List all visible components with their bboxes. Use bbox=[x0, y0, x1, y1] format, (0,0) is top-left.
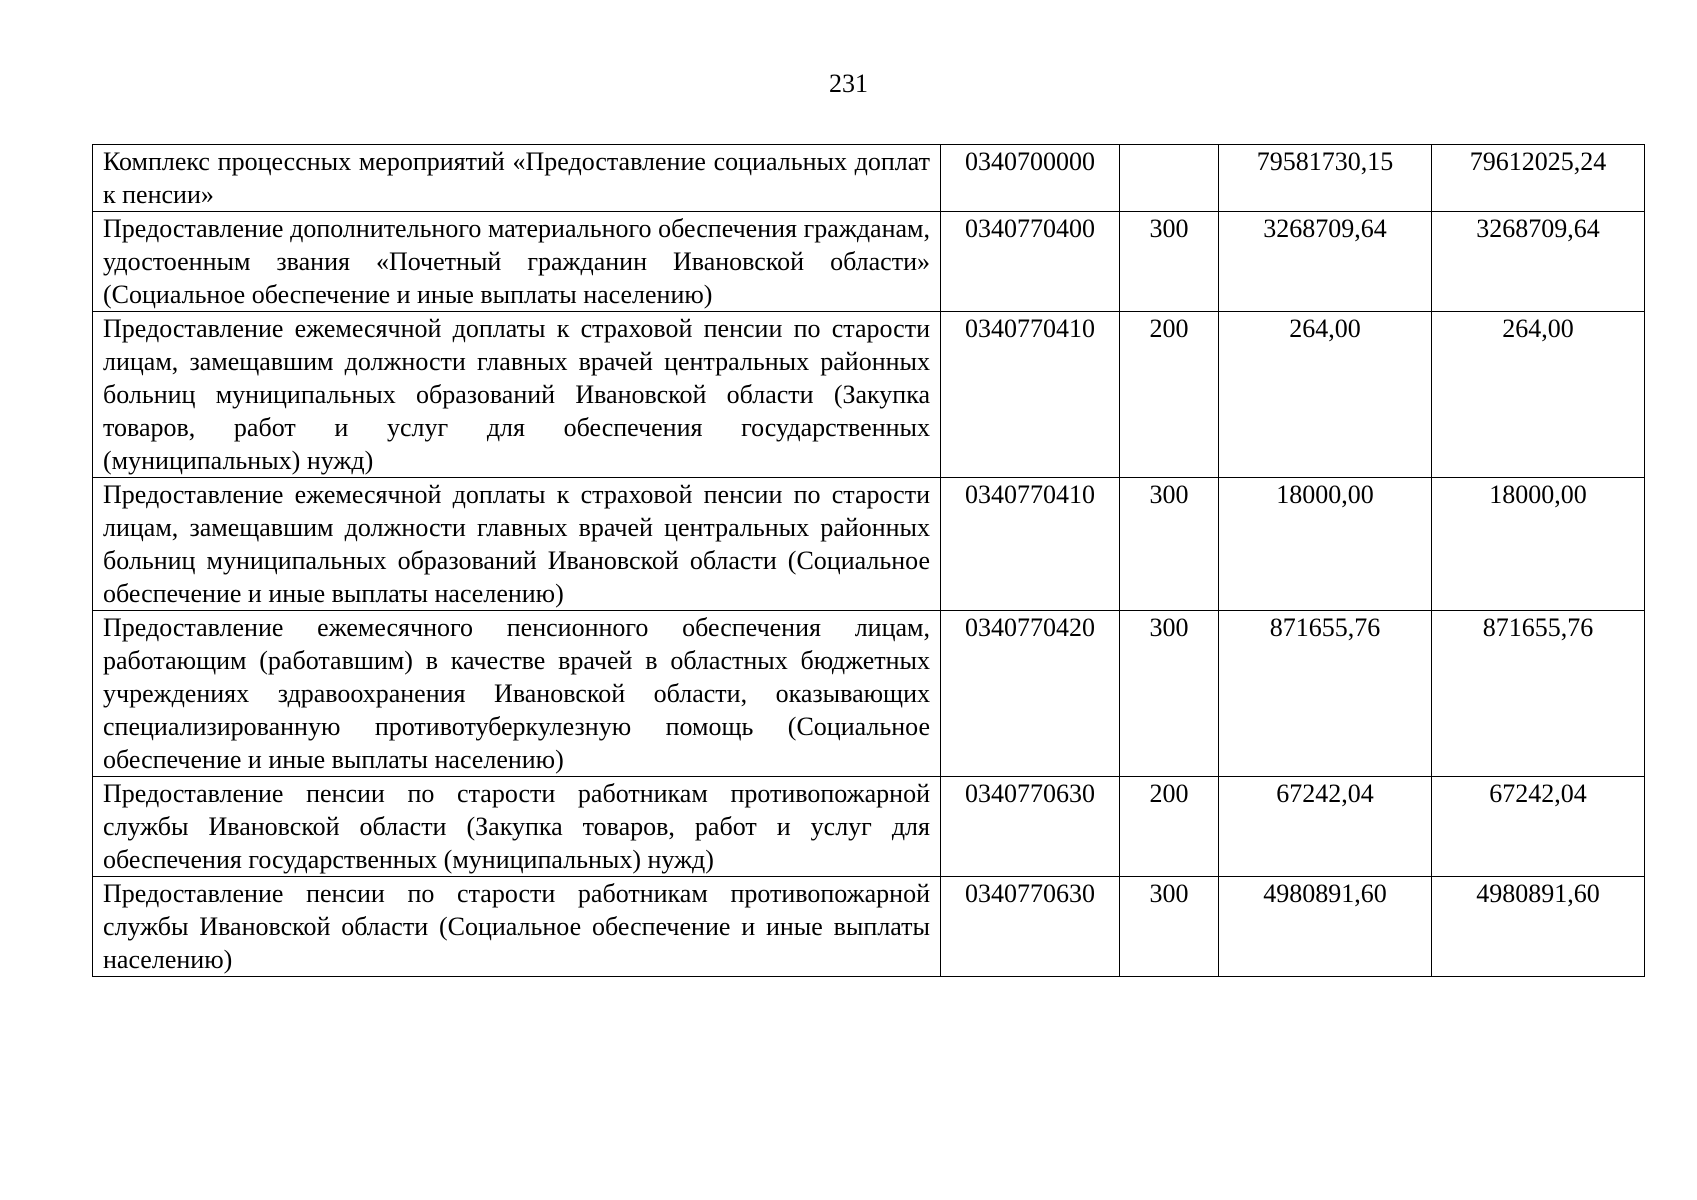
row-code-cell: 0340700000 bbox=[941, 145, 1120, 212]
row-code-cell: 0340770630 bbox=[941, 877, 1120, 977]
row-type-cell: 300 bbox=[1120, 611, 1219, 777]
table-row bbox=[93, 611, 1645, 777]
row-name-cell: Предоставление пенсии по старости работникам противопожарной службы Ивановской области (Социальное обеспечение и иные выплаты населению) bbox=[93, 877, 941, 977]
table-row bbox=[93, 478, 1645, 611]
row-sum2-cell: 18000,00 bbox=[1432, 478, 1645, 611]
budget-table bbox=[92, 144, 1645, 977]
row-sum1-cell: 4980891,60 bbox=[1219, 877, 1432, 977]
row-name-cell: Предоставление ежемесячной доплаты к страховой пенсии по старости лицам, замещавшим должности главных врачей центральных районных больниц муниципальных образований Ивановской области (Социальное обеспечение и иные выплаты населению) bbox=[93, 478, 941, 611]
row-type-cell bbox=[1120, 145, 1219, 212]
budget-table-body bbox=[93, 145, 1645, 977]
row-sum1-cell: 264,00 bbox=[1219, 312, 1432, 478]
row-name-cell: Комплекс процессных мероприятий «Предоставление социальных доплат к пенсии» bbox=[93, 145, 941, 212]
row-sum1-cell: 3268709,64 bbox=[1219, 212, 1432, 312]
row-sum2-cell: 871655,76 bbox=[1432, 611, 1645, 777]
row-sum2-cell: 79612025,24 bbox=[1432, 145, 1645, 212]
row-code-cell: 0340770630 bbox=[941, 777, 1120, 877]
row-sum1-cell: 18000,00 bbox=[1219, 478, 1432, 611]
row-code-cell: 0340770400 bbox=[941, 212, 1120, 312]
row-sum2-cell: 67242,04 bbox=[1432, 777, 1645, 877]
row-type-cell: 300 bbox=[1120, 478, 1219, 611]
row-code-cell: 0340770420 bbox=[941, 611, 1120, 777]
table-row bbox=[93, 777, 1645, 877]
row-code-cell: 0340770410 bbox=[941, 312, 1120, 478]
row-type-cell: 300 bbox=[1120, 212, 1219, 312]
row-sum1-cell: 79581730,15 bbox=[1219, 145, 1432, 212]
row-type-cell: 200 bbox=[1120, 312, 1219, 478]
table-row bbox=[93, 212, 1645, 312]
row-type-cell: 300 bbox=[1120, 877, 1219, 977]
table-row bbox=[93, 877, 1645, 977]
table-row bbox=[93, 145, 1645, 212]
row-sum1-cell: 871655,76 bbox=[1219, 611, 1432, 777]
row-sum2-cell: 4980891,60 bbox=[1432, 877, 1645, 977]
row-type-cell: 200 bbox=[1120, 777, 1219, 877]
row-code-cell: 0340770410 bbox=[941, 478, 1120, 611]
row-sum2-cell: 264,00 bbox=[1432, 312, 1645, 478]
row-sum1-cell: 67242,04 bbox=[1219, 777, 1432, 877]
row-name-cell: Предоставление пенсии по старости работникам противопожарной службы Ивановской области (Закупка товаров, работ и услуг для обеспечения государственных (муниципальных) нужд) bbox=[93, 777, 941, 877]
row-sum2-cell: 3268709,64 bbox=[1432, 212, 1645, 312]
row-name-cell: Предоставление ежемесячной доплаты к страховой пенсии по старости лицам, замещавшим должности главных врачей центральных районных больниц муниципальных образований Ивановской области (Закупка товаров, работ и услуг для обеспечения государственных (муниципальных) нужд) bbox=[93, 312, 941, 478]
table-row bbox=[93, 312, 1645, 478]
page-number: 231 bbox=[829, 69, 868, 98]
row-name-cell: Предоставление дополнительного материального обеспечения гражданам, удостоенным звания «Почетный гражданин Ивановской области» (Социальное обеспечение и иные выплаты населению) bbox=[93, 212, 941, 312]
row-name-cell: Предоставление ежемесячного пенсионного обеспечения лицам, работающим (работавшим) в качестве врачей в областных бюджетных учреждениях здравоохранения Ивановской области, оказывающих специализированную противотуберкулезную помощь (Социальное обеспечение и иные выплаты населению) bbox=[93, 611, 941, 777]
